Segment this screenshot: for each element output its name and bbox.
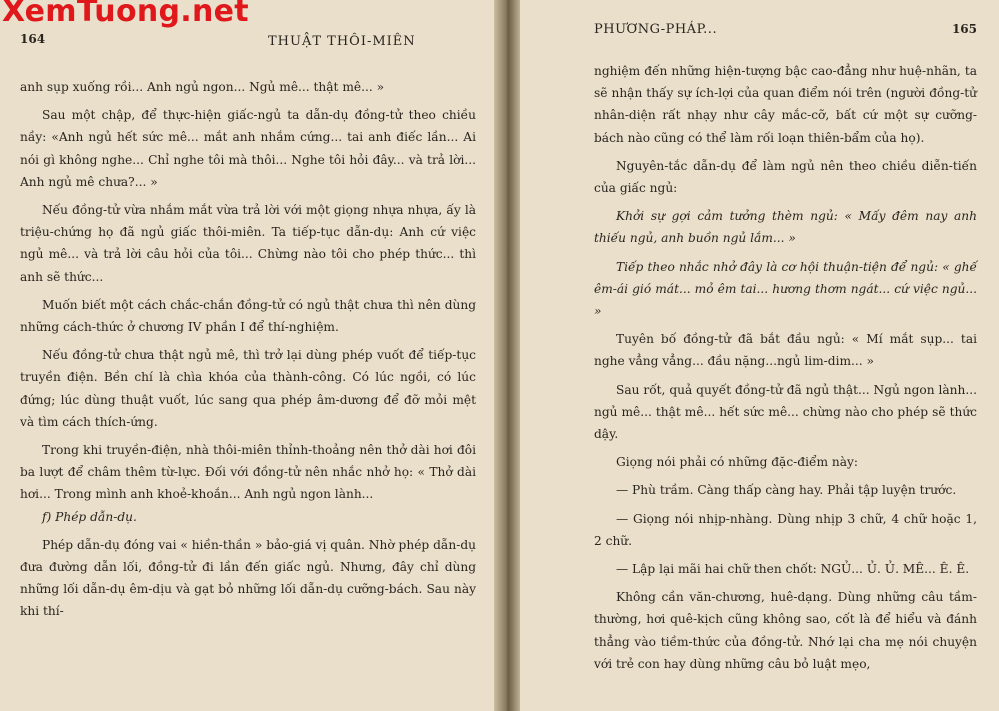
paragraph: Nguyên-tắc dẫn-dụ để làm ngủ nên theo chiều diễn-tiến của giấc ngủ: <box>594 158 977 196</box>
paragraph: Muốn biết một cách chắc-chắn đồng-tử có ngủ thật chưa thì nên dùng những cách-thức ở chương IV phần I để thí-nghiệm. <box>20 297 476 335</box>
list-item: — Giọng nói nhịp-nhàng. Dùng nhịp 3 chữ, 4 chữ hoặc 1, 2 chữ. <box>594 511 977 548</box>
left-running-title: THUẬT THÔI-MIÊN <box>268 34 416 49</box>
paragraph: Khởi sự gợi cảm tưởng thèm ngủ: « Mấy đêm nay anh thiếu ngủ, anh buồn ngủ lắm... » <box>594 209 977 246</box>
list-item: — Lập lại mãi hai chữ then chốt: NGỦ... Ủ. Ủ. MÊ... Ê. Ê. <box>616 562 970 577</box>
right-page <box>520 0 999 711</box>
paragraph: Nếu đồng-tử chưa thật ngủ mê, thì trở lại dùng phép vuốt để tiếp-tục truyền điện. Bền chí là chìa khóa của thành-công. Có lúc ngồi, có lúc đứng; lúc dùng thuật vuốt, lúc sang qua phép âm-dương để đỡ mỏi mệt và tìm cách thích-ứng. <box>20 348 476 429</box>
paragraph: Giọng nói phải có những đặc-điểm này: <box>616 455 859 470</box>
watermark: XemTuong.net <box>2 0 249 29</box>
right-running-title: PHƯƠNG-PHÁP... <box>594 22 718 37</box>
paragraph: Sau một chập, để thực-hiện giấc-ngủ ta dẫn-dụ đồng-tử theo chiều nầy: «Anh ngủ hết sức mê... mắt anh nhắm cứng... tai anh điếc lần... Ai nói gì không nghe... Chỉ nghe tôi mà thôi... Nghe tôi hỏi đây... và trả lời... Anh ngủ mê chưa?... » <box>20 108 476 189</box>
left-page-body <box>20 76 476 623</box>
right-page-body <box>594 60 977 675</box>
left-page-header <box>20 24 476 48</box>
right-page-number: 165 <box>951 22 977 36</box>
paragraph: Trong khi truyền-điện, nhà thôi-miên thỉnh-thoảng nên thở dài hơi đôi ba lượt để châm thêm từ-lực. Đối với đồng-tử nên nhắc nhở họ: « Thở dài hơi... Trong mình anh khoẻ-khoắn... Anh ngủ ngon lành... <box>20 443 476 502</box>
list-item: — Phù trầm. Càng thấp càng hay. Phải tập luyện trước. <box>616 483 957 498</box>
paragraph: Không cần văn-chương, huê-dạng. Dùng những câu tầm-thường, hơi quê-kịch cũng không sao, cốt là để hiểu và đánh thẳng vào tiềm-thức của đồng-tử. Nhớ lại cha mẹ nói chuyện với trẻ con hay dùng những câu bỏ luật mẹo, <box>594 590 977 671</box>
right-page-header <box>594 22 977 46</box>
paragraph: Phép dẫn-dụ đóng vai « hiền-thần » bảo-giá vị quân. Nhờ phép dẫn-dụ đưa đường dẫn lối, đồng-tử đi lần đến giấc ngủ. Nhưng, đây chỉ dùng những lối dẫn-dụ êm-dịu và gạt bỏ những lối dẫn-dụ cưỡng-bách. Sau này khi thí- <box>20 537 476 619</box>
book-gutter <box>494 0 520 711</box>
section-heading: f) Phép dẫn-dụ. <box>42 509 137 524</box>
left-page <box>0 0 494 711</box>
left-page-number: 164 <box>20 32 46 46</box>
paragraph: Tuyên bố đồng-tử đã bắt đầu ngủ: « Mí mắt sụp... tai nghe vẳng vẳng... đầu nặng...ngủ lim-dim... » <box>594 332 977 369</box>
paragraph: Nếu đồng-tử vừa nhắm mắt vừa trả lời với một giọng nhựa nhựa, ấy là triệu-chứng họ đã ngủ giấc thôi-miên. Ta tiếp-tục dẫn-dụ: Anh cứ việc ngủ mê... và trả lời câu hỏi của tôi... Chừng nào tôi cho phép thức... thì anh sẽ thức... <box>20 203 476 284</box>
paragraph: Tiếp theo nhắc nhở đây là cơ hội thuận-tiện để ngủ: « ghế êm-ái gió mát... mỏ êm tai... hương thơm ngát... cứ việc ngủ... » <box>594 259 977 319</box>
paragraph: nghiệm đến những hiện-tượng bậc cao-đẳng như huệ-nhãn, ta sẽ nhận thấy sự ích-lợi của quan điểm nói trên (người đồng-tử nhân-diện rất nhạy như cây mắc-cỡ, bất cứ một sự cưỡng-bách nào cũng có thể làm rối loạn thiên-bẩm của họ). <box>594 64 977 145</box>
paragraph: anh sụp xuống rồi... Anh ngủ ngon... Ngủ mê... thật mê... » <box>20 80 385 94</box>
paragraph: Sau rốt, quả quyết đồng-tử đã ngủ thật... Ngủ ngon lành... ngủ mê... thật mê... hết sức mê... chừng nào cho phép sẽ thức dậy. <box>594 382 977 442</box>
